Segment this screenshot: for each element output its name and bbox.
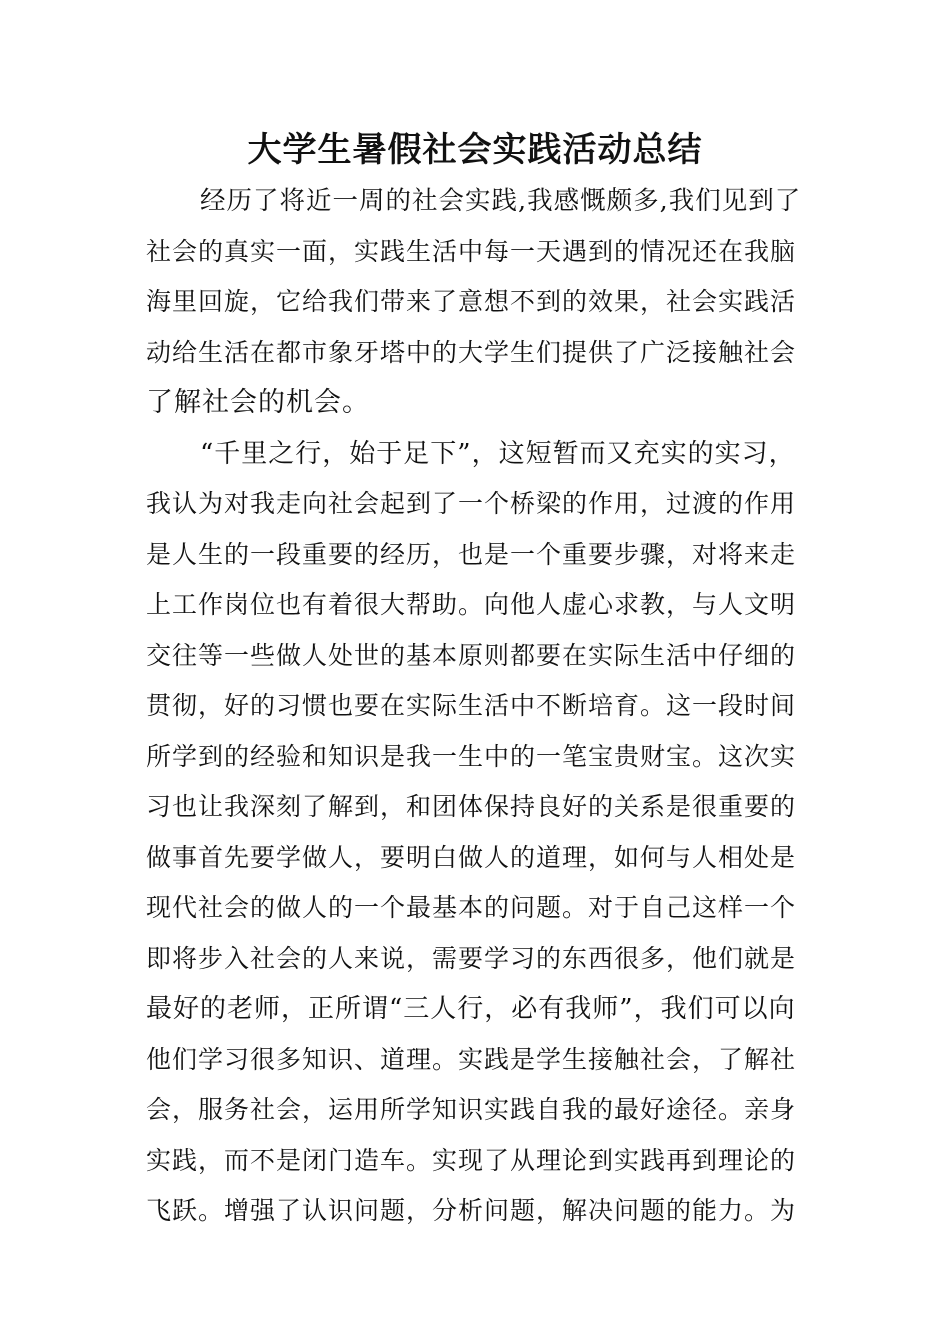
document-body (146, 176, 806, 1237)
paragraph-2-line-16: 飞跃。增强了认识问题，分析问题，解决问题的能力。为 (146, 1196, 797, 1225)
paragraph-1-line-4: 动给生活在都市象牙塔中的大学生们提供了广泛接触社会 (146, 337, 797, 367)
paragraph-2-line-8: 习也让我深刻了解到，和团体保持良好的关系是很重要的 (146, 792, 797, 821)
paragraph-1-line-5: 了解社会的机会。 (146, 387, 370, 418)
paragraph-1-line-3: 海里回旋，它给我们带来了意想不到的效果，社会实践活 (146, 287, 797, 316)
paragraph-2-line-13: 他们学习很多知识、道理。实践是学生接触社会，了解社 (146, 1044, 797, 1074)
paragraph-1-line-1: 经历了将近一周的社会实践,我感慨颇多,我们见到了 (200, 186, 802, 216)
paragraph-2-line-3: 是人生的一段重要的经历，也是一个重要步骤，对将来走 (146, 539, 797, 569)
paragraph-2-line-15: 实践，而不是闭门造车。实现了从理论到实践再到理论的 (146, 1145, 797, 1175)
paragraph-2-line-4: 上工作岗位也有着很大帮助。向他人虚心求教，与人文明 (146, 590, 797, 619)
paragraph-2-line-11: 即将步入社会的人来说，需要学习的东西很多，他们就是 (146, 943, 797, 973)
paragraph-2-line-2: 我认为对我走向社会起到了一个桥梁的作用，过渡的作用 (146, 489, 797, 518)
paragraph-2-line-6: 贯彻，好的习惯也要在实际生活中不断培育。这一段时间 (146, 691, 797, 720)
paragraph-2-line-1: “千里之行，始于足下”，这短暂而又充实的实习， (200, 438, 796, 469)
paragraph-2-line-12: 最好的老师，正所谓“三人行，必有我师”，我们可以向 (146, 994, 796, 1024)
paragraph-2-line-5: 交往等一些做人处世的基本原则都要在实际生活中仔细的 (146, 640, 797, 670)
paragraph-2-line-7: 所学到的经验和知识是我一生中的一笔宝贵财宝。这次实 (146, 741, 797, 771)
document-title: 大学生暑假社会实践活动总结 (247, 130, 703, 170)
paragraph-2-line-14: 会，服务社会，运用所学知识实践自我的最好途径。亲身 (146, 1095, 797, 1124)
paragraph-2-line-9: 做事首先要学做人，要明白做人的道理，如何与人相处是 (146, 842, 797, 872)
paragraph-1-line-2: 社会的真实一面，实践生活中每一天遇到的情况还在我脑 (146, 236, 797, 266)
paragraph-2-line-10: 现代社会的做人的一个最基本的问题。对于自己这样一个 (146, 893, 797, 922)
